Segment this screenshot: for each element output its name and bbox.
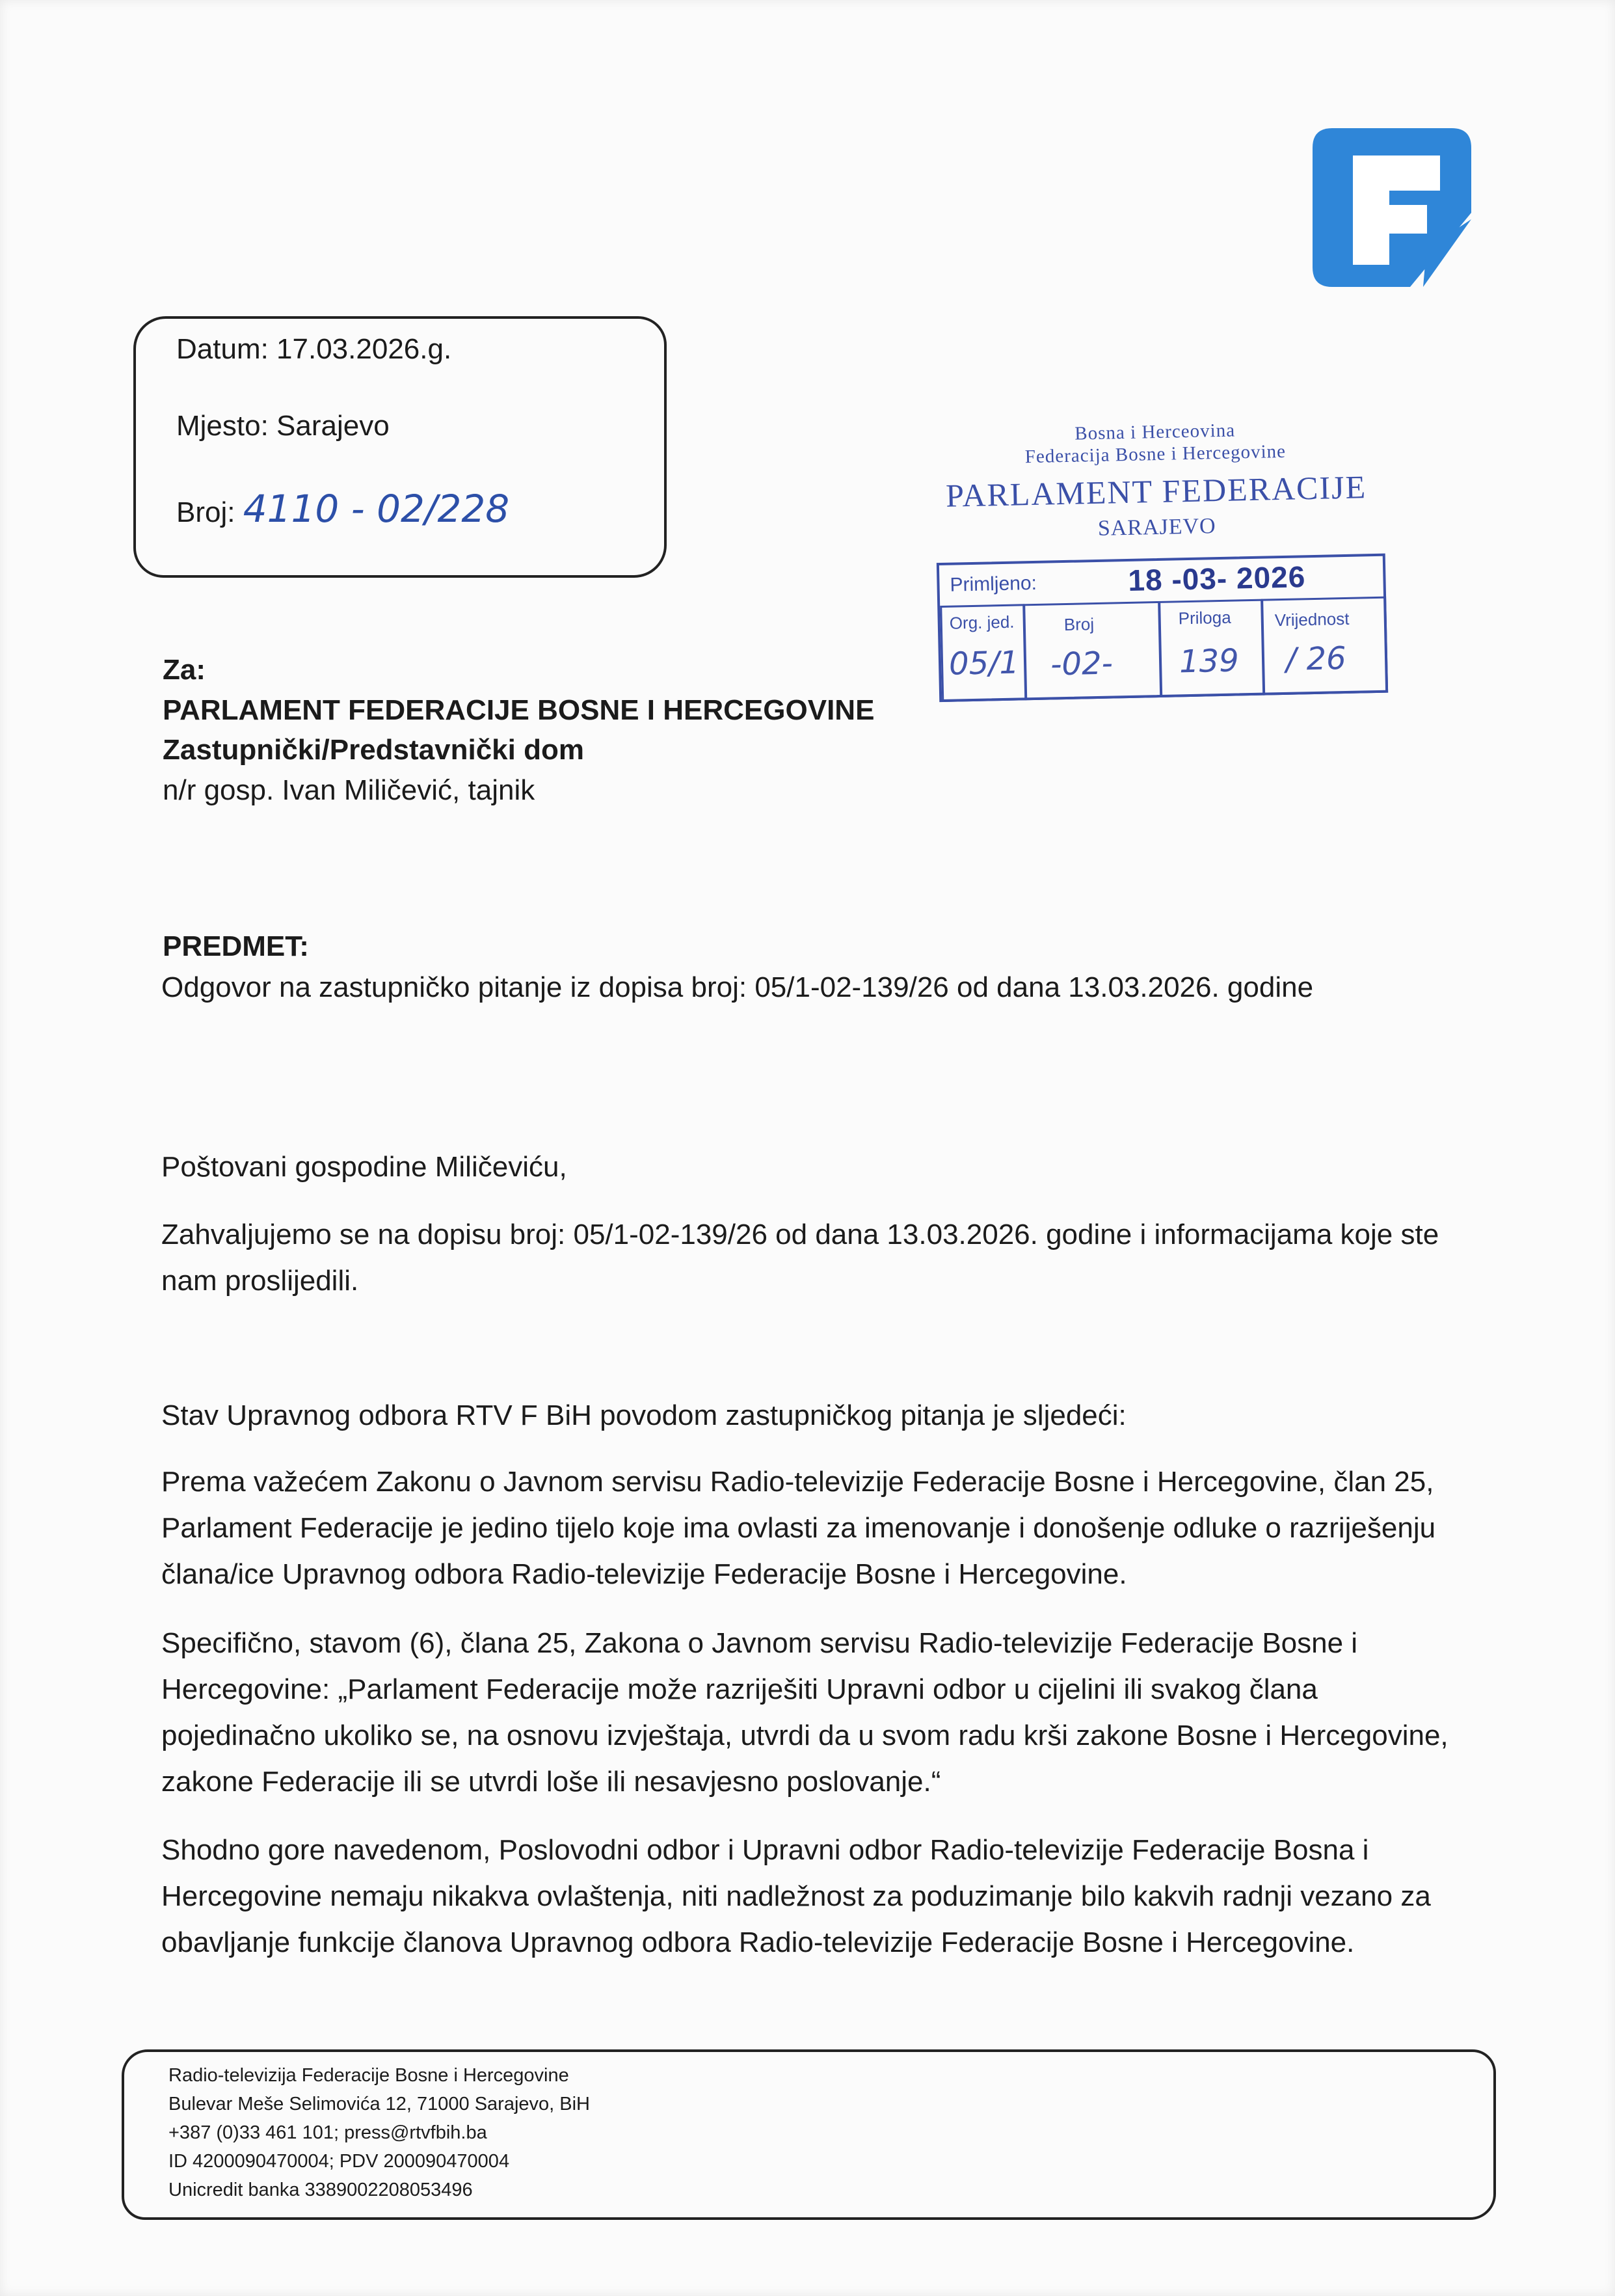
stamp-col-org: Org. jed. — [949, 612, 1015, 633]
salutation: Poštovani gospodine Miličeviću, — [161, 1151, 567, 1183]
footer-org-name: Radio-televizija Federacije Bosne i Hercegovine — [168, 2065, 569, 2086]
footer-bank: Unicredit banka 3389002208053496 — [168, 2180, 473, 2200]
stamp-line-federation: Federacija Bosne i Hercegovine — [1024, 440, 1287, 468]
stamp-col-value: Vrijednost — [1274, 608, 1350, 630]
document-number-label: Broj: — [176, 496, 235, 528]
stamp-line-country: Bosna i Herceovina — [1074, 420, 1236, 444]
footer-contact-box — [122, 2049, 1496, 2220]
stamp-received-label: Primljeno: — [950, 572, 1037, 596]
document-place: Mjesto: Sarajevo — [176, 410, 390, 442]
recipient-house: Zastupnički/Predstavnički dom — [163, 734, 584, 766]
body-paragraph-5: Shodno gore navedenom, Poslovodni odbor i Upravni odbor Radio-televizije Federacije Bosna i Hercegovine nemaju nikakva ovlaštenja, niti nadležnost za poduzimanje bilo kakvih radnji vezano za obavljanje funkcije članova Upravnog odbora Radio-televizije Federacije Bosne i Hercegovine. — [161, 1834, 1431, 1958]
received-stamp — [901, 411, 1414, 721]
document-date: Datum: 17.03.2026.g. — [176, 333, 452, 365]
stamp-val-value: / 26 — [1285, 640, 1347, 678]
body-paragraph-3: Prema važećem Zakonu o Javnom servisu Radio-televizije Federacije Bosne i Hercegovine, član 25, Parlament Federacije je jedino tijelo koje ima ovlasti za imenovanje i donošenje odluke o razriješenju člana/ice Upravnog odbora Radio-televizije Federacije Bosne i Hercegovine. — [161, 1466, 1436, 1590]
stamp-received-date: 18 -03- 2026 — [1127, 560, 1306, 597]
stamp-val-org: 05/1 — [948, 644, 1020, 682]
footer-address: Bulevar Meše Selimovića 12, 71000 Sarajevo, BiH — [168, 2094, 590, 2114]
stamp-line-city: SARAJEVO — [1097, 514, 1217, 541]
stamp-val-attachment: 139 — [1179, 642, 1240, 681]
subject-label: PREDMET: — [163, 930, 309, 962]
body-paragraph-2: Stav Upravnog odbora RTV F BiH povodom zastupničkog pitanja je sljedeći: — [161, 1399, 1127, 1431]
body-paragraph-1: Zahvaljujemo se na dopisu broj: 05/1-02-139/26 od dana 13.03.2026. godine i informacijama koje ste nam proslijedili. — [161, 1219, 1439, 1297]
recipient-org: PARLAMENT FEDERACIJE BOSNE I HERCEGOVINE — [163, 694, 875, 726]
body-paragraph-4: Specifično, stavom (6), člana 25, Zakona o Javnom servisu Radio-televizije Federacije Bosne i Hercegovine: „Parlament Federacije može razriješiti Upravni odbor u cijelini ili svakog člana pojedinačno ukoliko se, na osnovu izvještaja, utvrdi da u svom radu krši zakone Bosne i Hercegovine, zakone Federacije ili se utvrdi loše ili nesavjesno poslovanje.“ — [161, 1627, 1448, 1798]
footer-tax-ids: ID 4200090470004; PDV 200090470004 — [168, 2151, 510, 2172]
document-number — [176, 487, 509, 531]
stamp-col-number: Broj — [1063, 614, 1095, 635]
rtv-fbih-logo-icon — [1313, 128, 1471, 287]
stamp-col-attachment: Priloga — [1178, 607, 1231, 628]
subject-text: Odgovor na zastupničko pitanje iz dopisa broj: 05/1-02-139/26 od dana 13.03.2026. godine — [161, 971, 1314, 1003]
document-number-handwritten: 4110 - 02/228 — [243, 487, 510, 531]
stamp-line-parliament: PARLAMENT FEDERACIJE — [945, 468, 1367, 514]
stamp-val-number: -02- — [1050, 645, 1114, 683]
recipient-label: Za: — [163, 654, 206, 686]
document-header-box — [133, 316, 667, 578]
stamp-table — [937, 554, 1388, 702]
recipient-attn: n/r gosp. Ivan Miličević, tajnik — [163, 774, 535, 806]
footer-phone-email: +387 (0)33 461 101; press@rtvfbih.ba — [168, 2122, 487, 2143]
